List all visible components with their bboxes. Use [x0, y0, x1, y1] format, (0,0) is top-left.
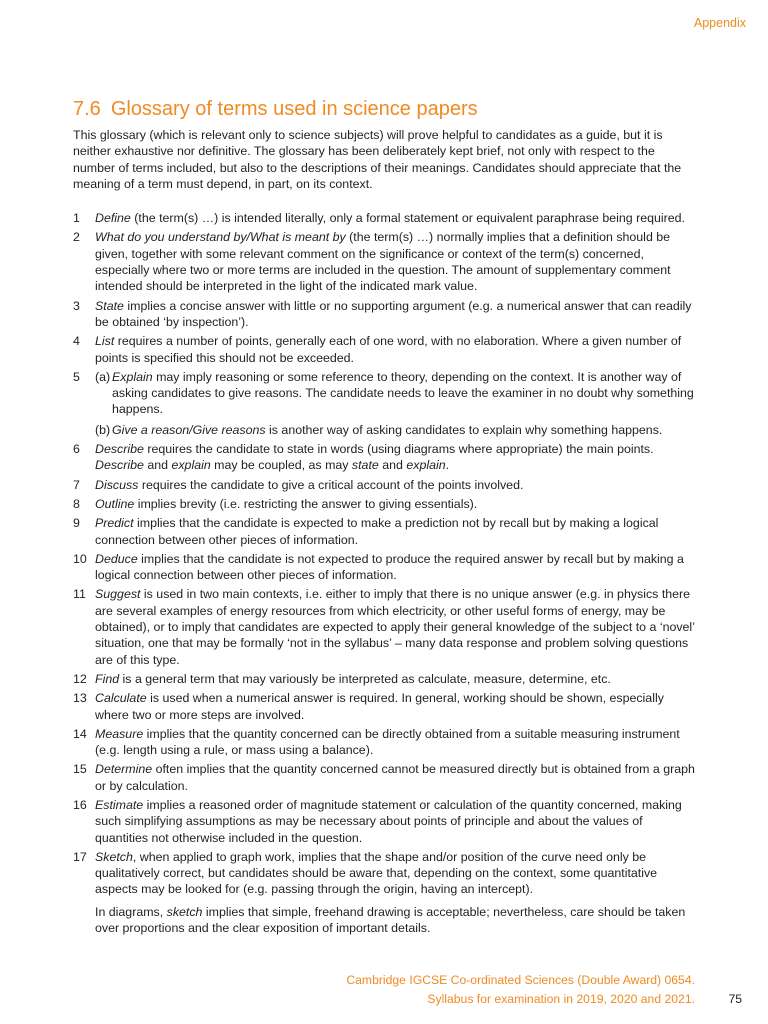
item-text [95, 551, 695, 584]
term: sketch [166, 904, 203, 919]
item-text [95, 229, 695, 294]
section-title-text: Glossary of terms used in science papers [110, 98, 478, 120]
term: Discuss [95, 477, 139, 492]
description: (the term(s) …) normally implies that a definition should be given, together with some relevant comment on the significance or context of the term(s) concerned, especially where two or more terms are included in the question. The amount of supplementary comment intended should be interpreted in the light of the indicated mark value. [95, 230, 671, 294]
subpart-label: (b) [95, 422, 111, 437]
description: may imply reasoning or some reference to theory, depending on the context. It is another way of asking candidates to give reasons. The candidate needs to leave the examiner in no doubt why something happens. [112, 369, 694, 417]
item-number: 7 [73, 477, 80, 492]
description: is used in two main contexts, i.e. either to imply that there is no unique answer (e.g. in physics there are several examples of energy resources from which electricity, or other useful forms of energy, may be obtained), or to imply that candidates are expected to apply their general knowledge of the subject to a ‘novel’ situation, one that may be formally ‘not in the syllabus’ – many data response and problem solving questions are of this type. [95, 587, 695, 667]
section-title [73, 98, 478, 121]
glossary-item-11 [73, 586, 695, 667]
item-text [95, 515, 695, 548]
term: Determine [95, 762, 153, 777]
item-number: 1 [73, 211, 80, 226]
glossary-list [73, 210, 695, 936]
item-text [95, 441, 695, 474]
item-text [95, 726, 695, 759]
item-number: 11 [73, 587, 86, 602]
item-number: 9 [73, 516, 80, 531]
description: often implies that the quantity concerned cannot be measured directly but is obtained from a graph or by calculation. [95, 762, 695, 793]
item-number: 4 [73, 334, 80, 349]
description: and [143, 458, 172, 473]
glossary-item-3 [73, 298, 695, 331]
term: Measure [95, 726, 144, 741]
item-text [95, 849, 695, 898]
intro-paragraph: This glossary (which is relevant only to science subjects) will prove helpful to candidates as a guide, but it is neither exhaustive nor definitive. The glossary has been deliberately kept brief, not only with respect to the number of terms included, but also to the descriptions of their meanings. Candidates should appreciate that the meaning of a term must depend, in part, on its context. [73, 128, 682, 191]
term: Sketch [95, 849, 133, 864]
glossary-item-4 [73, 333, 695, 366]
glossary-item-15 [73, 761, 695, 794]
glossary-item-12 [73, 671, 695, 687]
item-subpart-a [95, 369, 695, 418]
description: is a general term that may variously be interpreted as calculate, measure, determine, etc. [119, 671, 611, 686]
item-number: 16 [73, 797, 87, 812]
page-content [73, 127, 695, 939]
footer-title: Cambridge IGCSE Co-ordinated Sciences (Double Award) 0654. [346, 973, 695, 987]
term: Predict [95, 516, 134, 531]
item-number: 15 [73, 762, 87, 777]
item-number: 10 [73, 551, 87, 566]
description: implies a concise answer with little or no supporting argument (e.g. a numerical answer that can readily be obtained ‘by inspection’). [95, 298, 692, 329]
description: In diagrams, [95, 904, 167, 919]
description: requires the candidate to give a critical account of the points involved. [138, 477, 524, 492]
term: Calculate [95, 691, 147, 706]
glossary-item-6 [73, 441, 695, 474]
item-text [95, 333, 695, 366]
glossary-item-5 [73, 369, 695, 438]
description: requires the candidate to state in words (using diagrams where appropriate) the main points. [143, 442, 654, 457]
item-note [95, 904, 695, 937]
description: and [378, 458, 407, 473]
term: Find [95, 671, 120, 686]
item-number: 6 [73, 442, 80, 457]
description: implies that the candidate is expected to make a prediction not by recall but by making a logical connection between other pieces of information. [95, 516, 659, 547]
item-text [95, 586, 695, 667]
glossary-item-1 [73, 210, 695, 226]
description: implies that simple, freehand drawing is acceptable; nevertheless, care should be taken over proportions and the clear exposition of important details. [95, 904, 686, 936]
item-text [95, 797, 695, 846]
glossary-item-16 [73, 797, 695, 846]
glossary-item-14 [73, 726, 695, 759]
item-number: 17 [73, 849, 87, 864]
subpart-label: (a) [95, 369, 111, 384]
description: is another way of asking candidates to explain why something happens. [265, 422, 663, 437]
item-subpart-b [95, 422, 695, 438]
item-number: 12 [73, 671, 87, 686]
term: Deduce [95, 551, 138, 566]
item-number: 13 [73, 691, 87, 706]
glossary-item-13 [73, 690, 695, 723]
term: What do you understand by/What is meant by [95, 230, 346, 245]
term: Estimate [95, 797, 144, 812]
term: Define [95, 211, 131, 226]
page-number: 75 [728, 992, 742, 1006]
item-number: 3 [73, 298, 80, 313]
item-number: 14 [73, 726, 87, 741]
item-text [95, 496, 695, 512]
section-number: 7.6 [73, 98, 101, 120]
running-head: Appendix [693, 16, 746, 30]
item-number: 8 [73, 496, 80, 511]
glossary-item-8 [73, 496, 695, 512]
item-text [95, 298, 695, 331]
glossary-item-17 [73, 849, 695, 936]
term: Explain [112, 369, 153, 384]
glossary-item-7 [73, 477, 695, 493]
term: Suggest [95, 587, 141, 602]
term: Outline [95, 496, 135, 511]
description: implies that the quantity concerned can be directly obtained from a suitable measuring instrument (e.g. length using a rule, or mass using a balance). [95, 726, 680, 758]
term: state [351, 458, 379, 473]
term: State [95, 298, 124, 313]
term: explain [171, 458, 211, 473]
description: implies brevity (i.e. restricting the answer to giving essentials). [134, 496, 478, 511]
item-number: 2 [73, 230, 80, 245]
item-text [95, 690, 695, 723]
item-text [95, 671, 695, 687]
description: implies that the candidate is not expected to produce the required answer by recall but by making a logical connection between other pieces of information. [95, 551, 684, 583]
item-text [95, 477, 695, 493]
description: may be coupled, as may [210, 458, 352, 473]
term: Describe [95, 442, 144, 457]
term: explain [406, 458, 446, 473]
glossary-item-9 [73, 515, 695, 548]
description: implies a reasoned order of magnitude statement or calculation of the quantity concerned, making such simplifying assumptions as may be necessary about points of principle and about the values of quantities not otherwise included in the question. [95, 797, 682, 845]
description: is used when a numerical answer is required. In general, working should be shown, especially where two or more steps are involved. [95, 691, 664, 722]
footer-subtitle: Syllabus for examination in 2019, 2020 and 2021. [427, 992, 695, 1006]
description: , when applied to graph work, implies that the shape and/or position of the curve need only be qualitatively correct, but candidates should be aware that, depending on the context, some quantitative aspects may be looked for (e.g. passing through the origin, having an intercept). [95, 849, 658, 897]
glossary-item-2 [73, 229, 695, 294]
term: Describe [95, 458, 144, 473]
glossary-item-10 [73, 551, 695, 584]
item-text [95, 210, 695, 226]
item-number: 5 [73, 369, 80, 384]
description: (the term(s) …) is intended literally, only a formal statement or equivalent paraphrase being required. [130, 211, 685, 226]
item-text [95, 761, 695, 794]
footer [346, 971, 695, 1009]
term: Give a reason/Give reasons [112, 422, 266, 437]
term: List [95, 334, 115, 349]
description: . [445, 458, 450, 473]
description: requires a number of points, generally each of one word, with no elaboration. Where a given number of points is specified this should not be exceeded. [95, 334, 682, 365]
